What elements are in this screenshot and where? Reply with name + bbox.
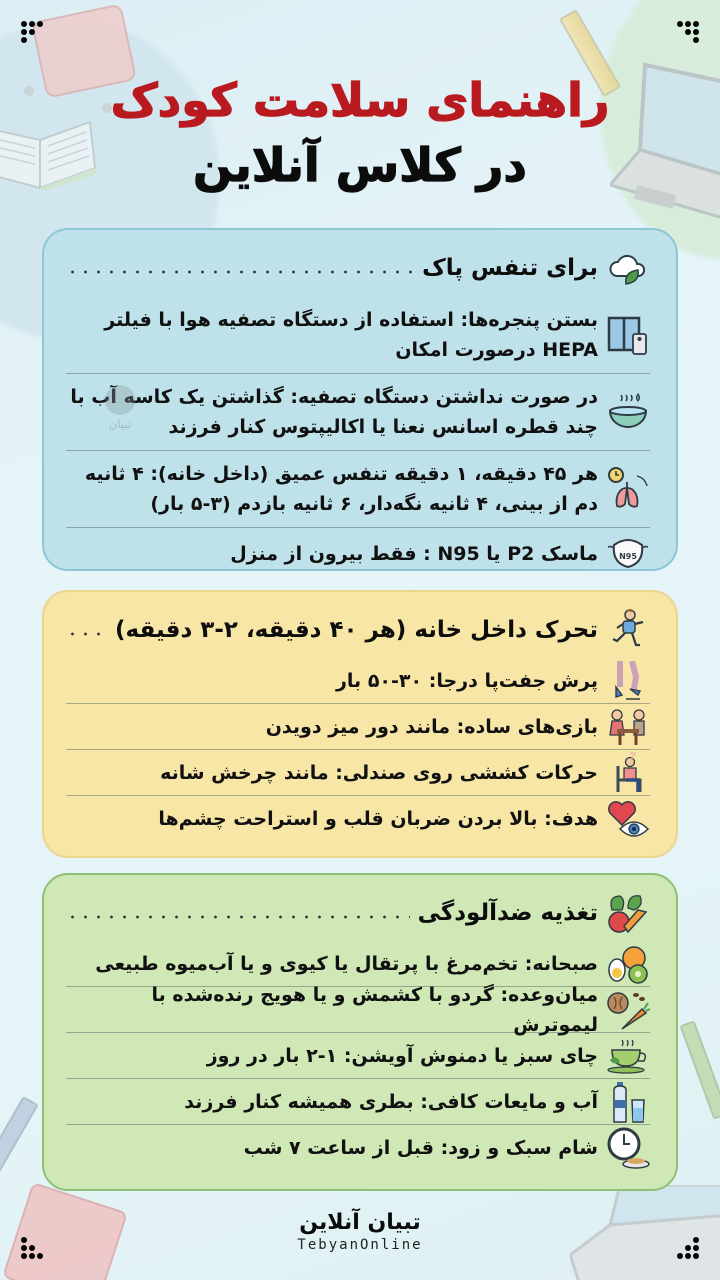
footer-brand (0, 1210, 720, 1254)
egg-orange-kiwi-icon (606, 942, 650, 986)
section-indoor-movement (42, 590, 678, 858)
water-bottle-glass-icon (606, 1080, 650, 1124)
list-item (66, 750, 650, 796)
section-header (66, 240, 650, 296)
jumping-legs-icon (606, 659, 650, 703)
item-text: هدف: بالا بردن ضربان قلب و استراحت چشم‌ها (158, 808, 598, 830)
walnut-carrot-icon (606, 988, 650, 1032)
list-item (66, 1125, 650, 1171)
list-item (66, 296, 650, 374)
pencil-decoration (0, 1096, 39, 1174)
item-text: در صورت نداشتن دستگاه تصفیه: گذاشتن یک کاسه آب با چند قطره اسانس نعنا یا اکالیپتوس کنار فرزند (70, 386, 598, 438)
item-text: بستن پنجره‌ها: استفاده از دستگاه تصفیه هوا با فیلتر HEPA درصورت امکان (104, 308, 598, 361)
list-item (66, 1033, 650, 1079)
list-item (66, 451, 650, 528)
section-header (66, 602, 650, 658)
section-title: تغذیه ضدآلودگی (417, 900, 598, 926)
list-item (66, 1079, 650, 1125)
item-text: ماسک P2 یا N95 : فقط بیرون از منزل (230, 543, 598, 565)
section-header (66, 885, 650, 941)
item-text: هر ۴۵ دقیقه، ۱ دقیقه تنفس عمیق (داخل خانه): ۴ ثانیه دم از بینی، ۴ ثانیه نگه‌دار، ۶ ثانیه بازدم (۳-۵ بار) (84, 463, 598, 515)
title-line-1: راهنمای سلامت کودک (110, 73, 610, 127)
clock-lungs-icon (606, 467, 650, 511)
item-text: چای سبز یا دمنوش آویشن: ۱-۲ بار در روز (206, 1044, 598, 1067)
item-text: حرکات کششی روی صندلی: مانند چرخش شانه (160, 761, 598, 784)
running-child-icon (606, 608, 650, 652)
watermark-logo-icon (105, 385, 135, 415)
list-item (66, 528, 650, 580)
pencil-decoration (679, 1020, 720, 1119)
page-title (0, 70, 720, 200)
item-text: بازی‌های ساده: مانند دور میز دویدن (265, 715, 598, 738)
brand-logo-fa: تبیان آنلاین (299, 1210, 421, 1235)
item-text: پرش جفت‌پا درجا: ۳۰-۵۰ بار (335, 669, 598, 692)
watermark-text: تبیان (108, 417, 132, 431)
kids-around-table-icon (606, 705, 650, 749)
n95-mask-icon (606, 532, 650, 576)
item-text: میان‌وعده: گردو با کشمش و یا هویج رنده‌شده با لیموترش (151, 983, 598, 1036)
title-line-2: در کلاس آنلاین (193, 138, 527, 192)
item-text: صبحانه: تخم‌مرغ با پرتقال یا کیوی و یا آب‌میوه طبیعی (95, 952, 598, 975)
brand-logo-en: TebyanOnline (297, 1237, 423, 1253)
corner-mark-icon (676, 20, 700, 44)
steaming-bowl-icon (606, 390, 650, 434)
clock-dinner-plate-icon (606, 1126, 650, 1170)
section-title: تحرک داخل خانه (هر ۴۰ دقیقه، ۲-۳ دقیقه) (115, 617, 598, 643)
list-item (66, 983, 650, 1036)
heart-eye-icon (606, 797, 650, 841)
list-item (66, 796, 650, 842)
svg-text:N95: N95 (619, 552, 637, 561)
dotted-leader (66, 270, 414, 274)
item-text: آب و مایعات کافی: بطری همیشه کنار فرزند (184, 1090, 598, 1113)
cloud-leaf-icon (606, 246, 650, 290)
dotted-leader (66, 915, 410, 919)
list-item (66, 658, 650, 704)
list-item (66, 704, 650, 750)
section-anti-pollution-nutrition (42, 873, 678, 1191)
section-title: برای تنفس پاک (422, 255, 598, 281)
watermark (95, 385, 145, 431)
item-text: شام سبک و زود: قبل از ساعت ۷ شب (243, 1137, 598, 1159)
dotted-leader (66, 632, 107, 636)
chair-stretch-icon (606, 751, 650, 795)
fruits-vegetables-icon (606, 891, 650, 935)
list-item (66, 374, 650, 451)
window-air-purifier-icon (606, 313, 650, 357)
corner-mark-icon (20, 20, 44, 44)
green-tea-cup-icon (606, 1034, 650, 1078)
